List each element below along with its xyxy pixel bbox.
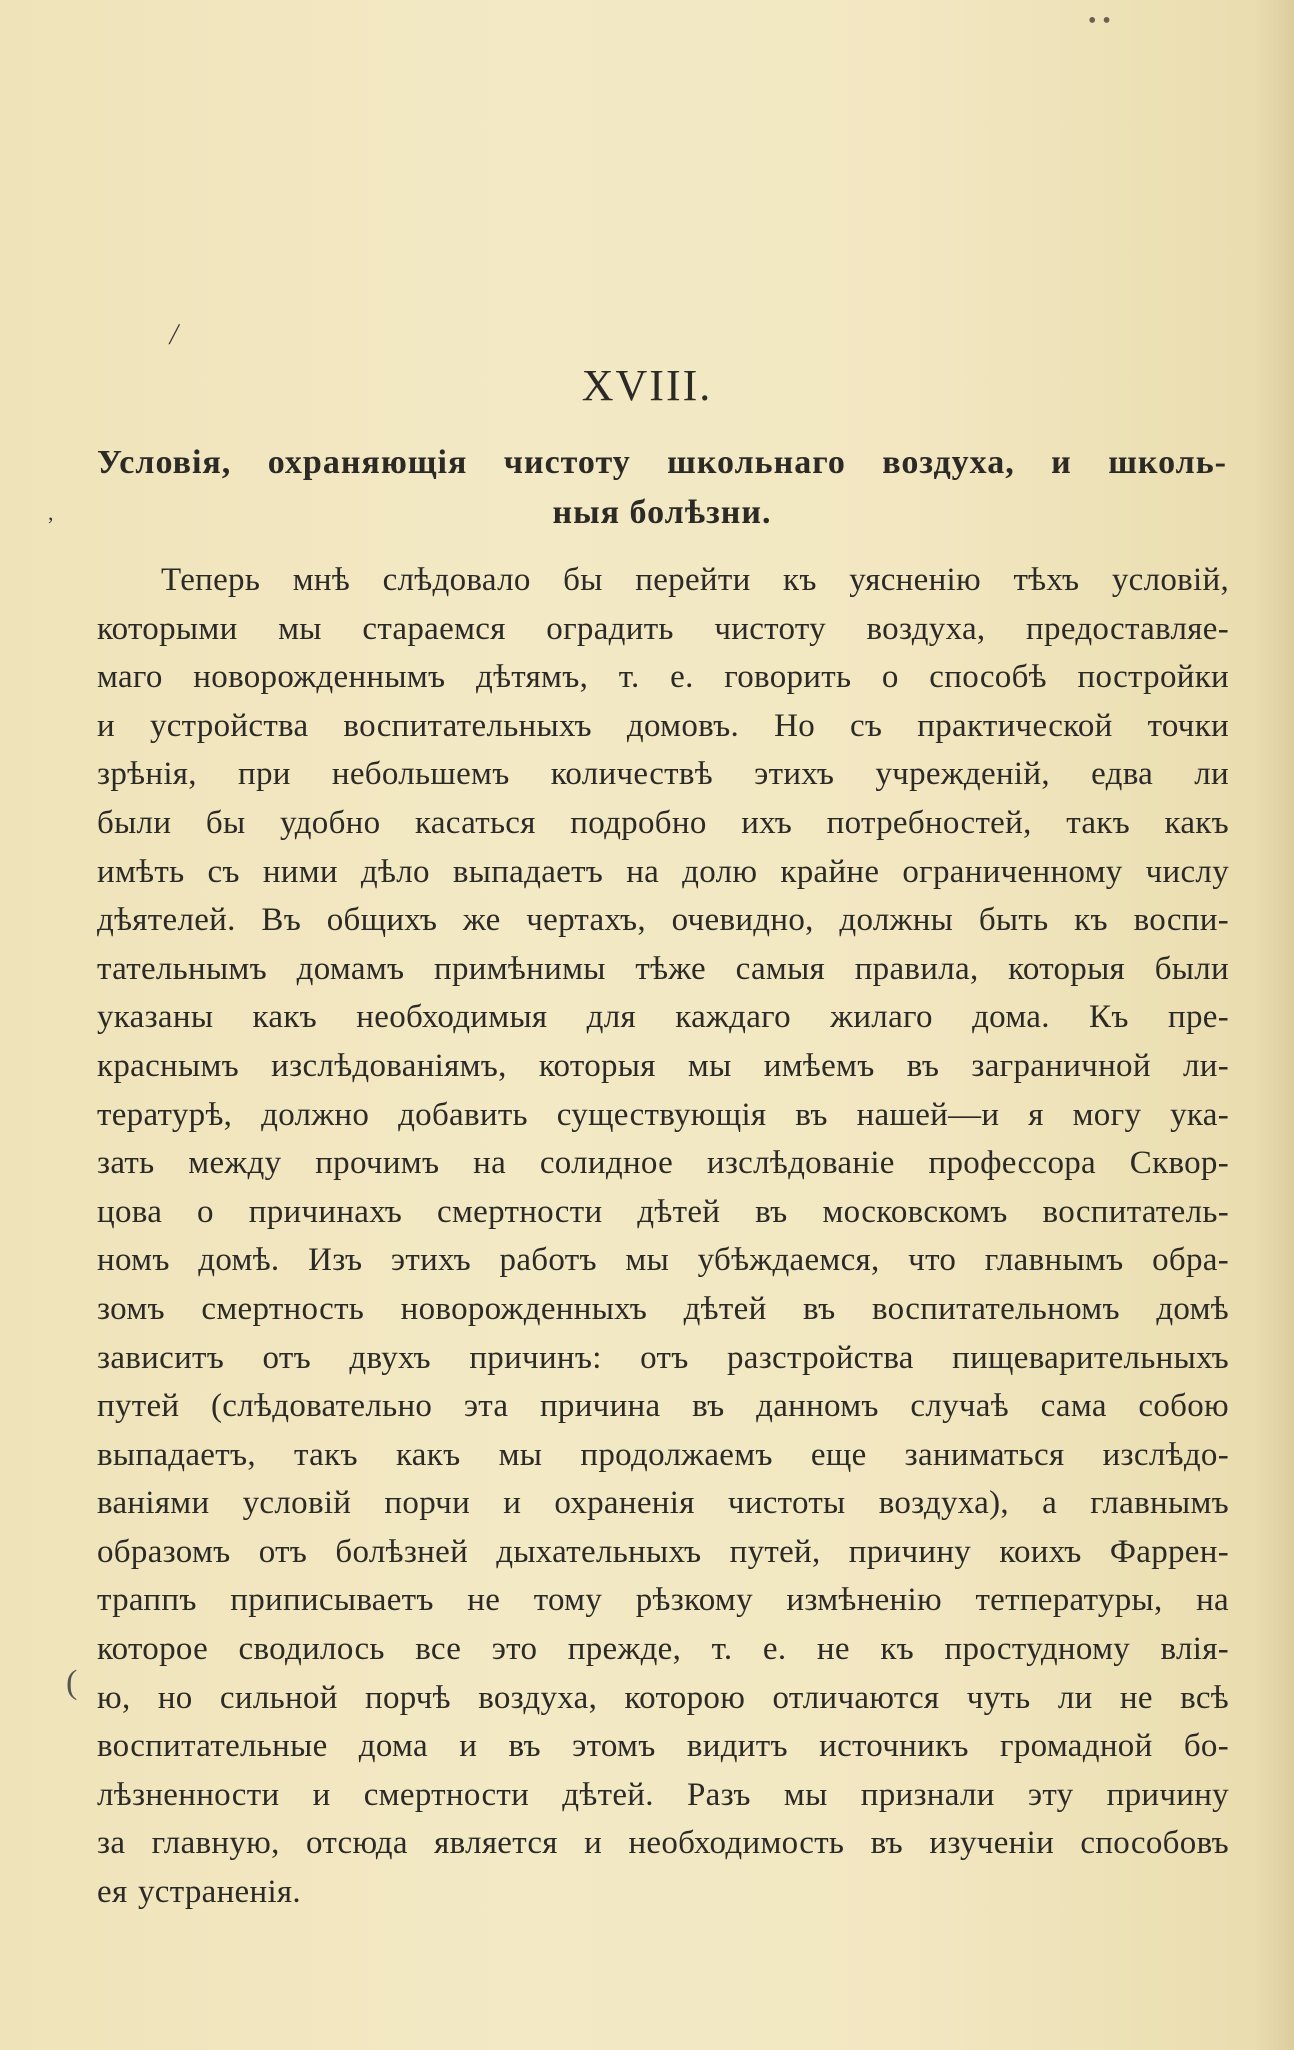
body-line: лѣзненности и смертности дѣтей. Разъ мы признали эту причину (97, 1776, 1229, 1813)
body-line: Теперь мнѣ слѣдовало бы перейти къ уясненію тѣхъ условій, (161, 562, 1229, 598)
body-line: указаны какъ необходимыя для каждаго жилаго дома. Къ пре- (97, 999, 1229, 1036)
body-line: которое сводилось все это прежде, т. е. не къ простудному влія- (97, 1631, 1229, 1668)
body-line: траппъ приписываетъ не тому рѣзкому измѣненію тетпературы, на (97, 1582, 1229, 1619)
body-line: тательнымъ домамъ примѣнимы тѣже самыя правила, которыя были (97, 950, 1229, 987)
chapter-title-line: Условія, охраняющія чистоту школьнаго воздуха, и школь- (97, 444, 1227, 481)
body-line: номъ домѣ. Изъ этихъ работъ мы убѣждаемся, что главнымъ обра- (97, 1242, 1229, 1279)
body-line: зать между прочимъ на солидное изслѣдованіе профессора Сквор- (97, 1145, 1229, 1182)
body-line: ю, но сильной порчѣ воздуха, которою отличаются чуть ли не всѣ (97, 1679, 1229, 1716)
body-line: были бы удобно касаться подробно ихъ потребностей, такъ какъ (97, 804, 1229, 841)
body-line: ея устраненія. (97, 1874, 301, 1911)
body-line: воспитательные дома и въ этомъ видитъ источникъ громадной бо- (97, 1728, 1229, 1765)
body-line: зависитъ отъ двухъ причинъ: отъ разстройства пищеварительныхъ (97, 1339, 1229, 1376)
body-line: цова о причинахъ смертности дѣтей въ московскомъ воспитатель- (97, 1193, 1229, 1230)
page-edge-shadow (1254, 0, 1294, 2050)
body-line: которыми мы стараемся оградить чистоту воздуха, предоставляе- (97, 610, 1229, 647)
body-line: дѣятелей. Въ общихъ же чертахъ, очевидно, должны быть къ воспи- (97, 902, 1229, 939)
body-line: за главную, отсюда является и необходимость въ изученіи способовъ (97, 1825, 1229, 1862)
body-line: тературѣ, должно добавить существующія въ нашей—и я могу ука- (97, 1096, 1229, 1133)
body-paragraph (97, 556, 1229, 1917)
body-line: выпадаетъ, такъ какъ мы продолжаемъ еще заниматься изслѣдо- (97, 1436, 1229, 1473)
body-line: ваніями условій порчи и охраненія чистоты воздуха), а главнымъ (97, 1485, 1229, 1522)
chapter-title (97, 438, 1227, 538)
corner-smudge-mark: • • (1088, 8, 1111, 34)
body-line: маго новорожденнымъ дѣтямъ, т. е. говорить о способѣ постройки (97, 659, 1229, 696)
body-line: краснымъ изслѣдованіямъ, которыя мы имѣемъ въ заграничной ли- (97, 1047, 1229, 1084)
margin-comma-mark: , (48, 500, 54, 525)
body-line: образомъ отъ болѣзней дыхательныхъ путей, причину коихъ Фаррен- (97, 1533, 1229, 1570)
chapter-number: XVIII. (581, 361, 713, 410)
body-line: зомъ смертность новорожденныхъ дѣтей въ воспитательномъ домѣ (97, 1290, 1229, 1327)
margin-bracket-mark: ( (66, 1664, 78, 1701)
body-line: имѣть съ ними дѣло выпадаетъ на долю крайне ограниченному числу (97, 853, 1229, 890)
body-line: путей (слѣдовательно эта причина въ данномъ случаѣ сама собою (97, 1388, 1229, 1425)
body-line: зрѣнія, при небольшемъ количествѣ этихъ учрежденій, едва ли (97, 756, 1229, 793)
chapter-title-line: ныя болѣзни. (552, 494, 772, 531)
margin-pencil-mark: / (167, 318, 182, 351)
body-line: и устройства воспитательныхъ домовъ. Но съ практической точки (97, 707, 1229, 744)
